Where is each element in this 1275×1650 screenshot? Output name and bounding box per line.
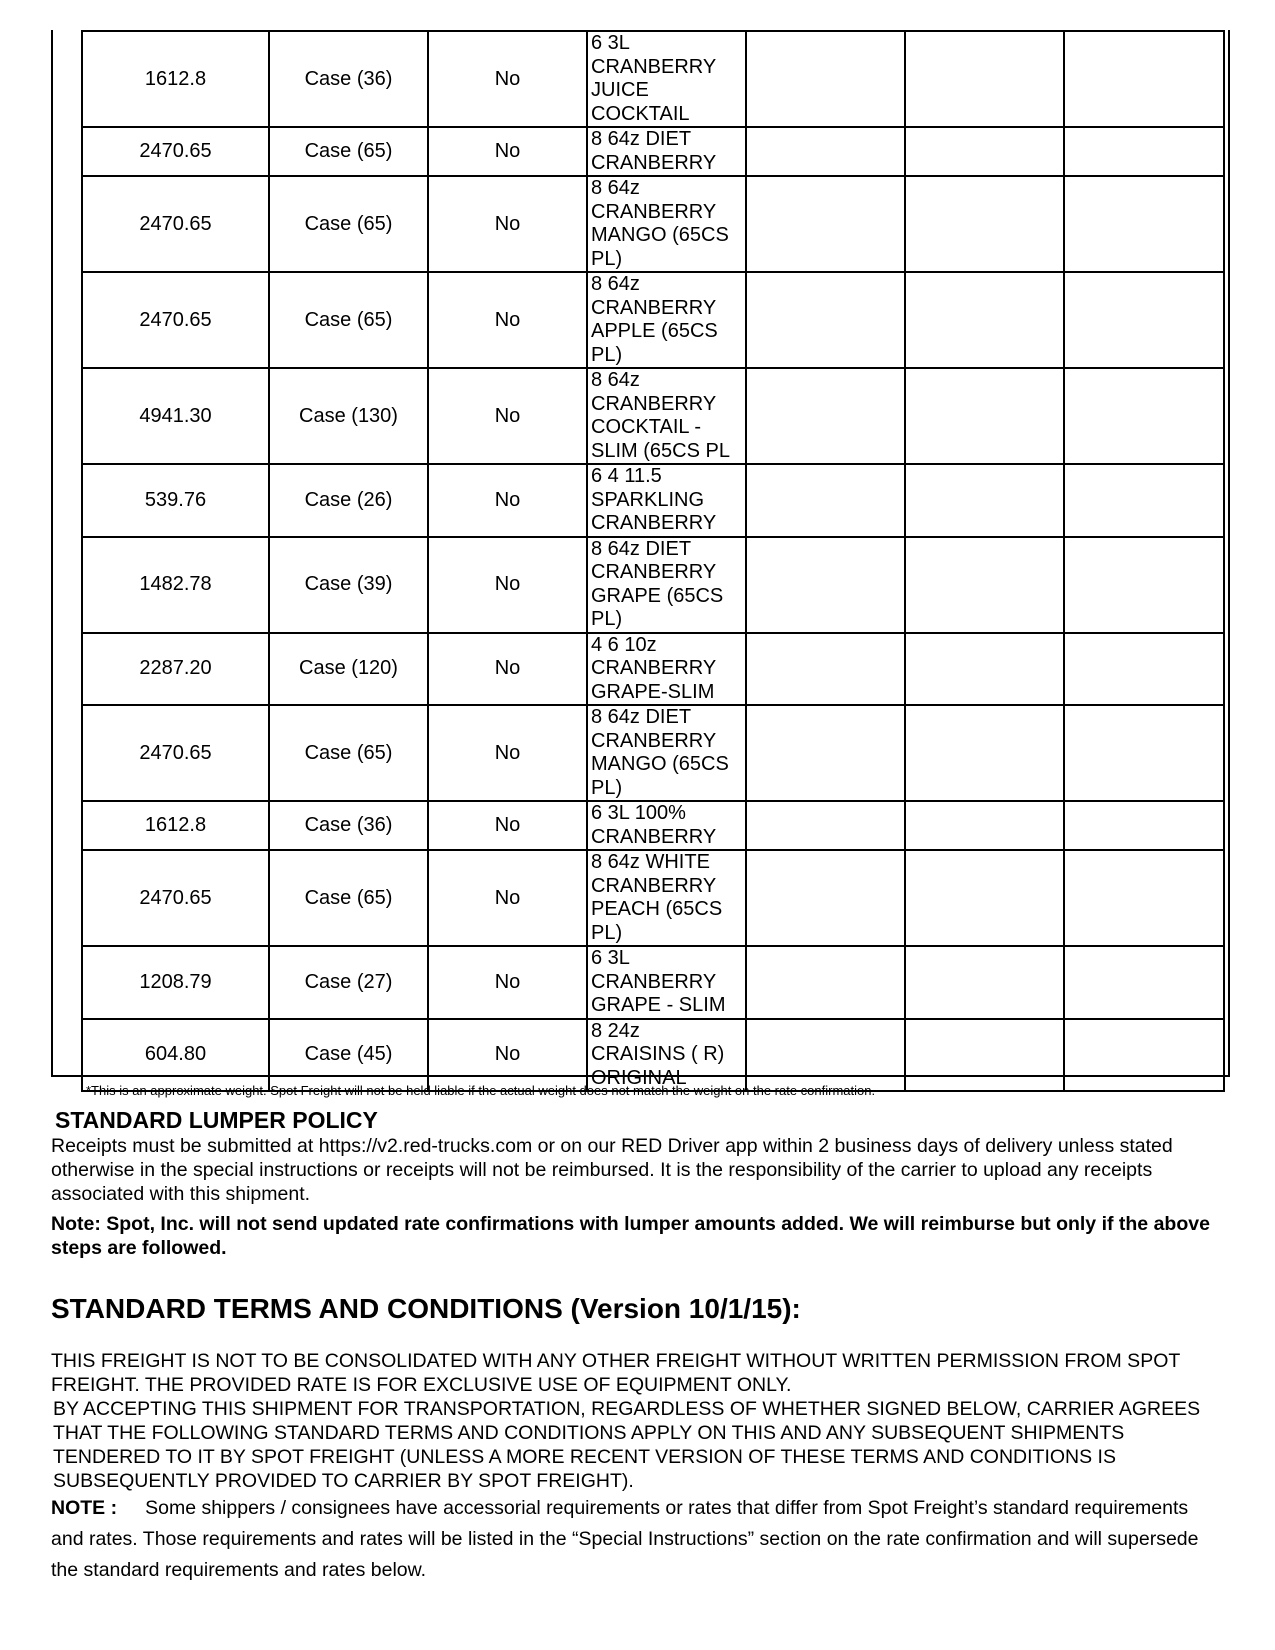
table-row [82, 801, 1224, 850]
empty-cell [1064, 537, 1224, 633]
description-cell [587, 850, 746, 946]
empty-cell [905, 368, 1064, 464]
empty-cell [746, 633, 905, 706]
description-line: PL) [591, 921, 623, 944]
description-line: 6 3L 100% [591, 802, 686, 824]
description-line: PL) [591, 608, 623, 630]
description-cell [587, 176, 746, 272]
table-row [82, 537, 1224, 633]
quantity-cell: Case (65) [269, 850, 428, 946]
description-line: 6 3L [591, 947, 630, 969]
empty-cell [905, 946, 1064, 1019]
description-cell [587, 1019, 746, 1092]
weight-cell: 1208.79 [82, 946, 269, 1019]
weight-cell: 604.80 [82, 1019, 269, 1092]
description-line: MANGO (65CS [591, 224, 729, 246]
description-line: 8 64z DIET [591, 128, 692, 150]
terms-note-label: NOTE : [51, 1497, 118, 1519]
hazmat-cell: No [428, 633, 587, 706]
empty-cell [746, 127, 905, 176]
description-line: JUICE [591, 79, 649, 101]
hazmat-cell: No [428, 537, 587, 633]
hazmat-cell: No [428, 272, 587, 368]
weight-cell: 1612.8 [82, 31, 269, 127]
weight-cell: 2287.20 [82, 633, 269, 706]
description-line: PL) [591, 776, 623, 799]
description-line: 8 64z DIET [591, 537, 692, 560]
empty-cell [905, 850, 1064, 946]
description-line: 8 64z [591, 177, 640, 199]
hazmat-cell: No [428, 368, 587, 464]
empty-cell [746, 464, 905, 537]
description-line: CRANBERRY [591, 874, 717, 897]
description-line: CRANBERRY [591, 729, 717, 752]
description-line: 8 64z WHITE [591, 851, 710, 873]
description-cell [587, 946, 746, 1019]
empty-cell [905, 537, 1064, 633]
table-row [82, 1019, 1224, 1092]
hazmat-cell: No [428, 464, 587, 537]
empty-cell [746, 1019, 905, 1092]
description-line: APPLE (65CS [591, 320, 718, 342]
description-cell [587, 801, 746, 850]
terms-paragraph-acceptance: BY ACCEPTING THIS SHIPMENT FOR TRANSPORTATION, REGARDLESS OF WHETHER SIGNED BELOW, CARRIER AGREES THAT THE FOLLOWING STANDARD TERMS AND CONDITIONS APPLY ON THIS AND ANY SUBSEQUENT SHIPMENTS TENDERED TO IT BY SPOT FREIGHT (UNLESS A MORE RECENT VERSION OF THESE TERMS AND CONDITIONS IS SUBSEQUENTLY PROVIDED TO CARRIER BY SPOT FREIGHT). [53, 1398, 1201, 1492]
empty-cell [1064, 31, 1224, 127]
hazmat-cell: No [428, 31, 587, 127]
weight-cell: 2470.65 [82, 272, 269, 368]
table-row [82, 633, 1224, 706]
empty-cell [746, 850, 905, 946]
description-line: 8 64z [591, 369, 640, 391]
table-row [82, 31, 1224, 127]
description-line: 8 64z [591, 273, 640, 295]
description-line: GRAPE-SLIM [591, 680, 715, 703]
table-row [82, 272, 1224, 368]
description-cell [587, 537, 746, 633]
empty-cell [1064, 368, 1224, 464]
description-cell [587, 464, 746, 537]
quantity-cell: Case (26) [269, 464, 428, 537]
empty-cell [905, 272, 1064, 368]
quantity-cell: Case (65) [269, 705, 428, 801]
quantity-cell: Case (130) [269, 368, 428, 464]
quantity-cell: Case (36) [269, 31, 428, 127]
table-row [82, 176, 1224, 272]
description-cell [587, 705, 746, 801]
empty-cell [1064, 127, 1224, 176]
weight-cell: 539.76 [82, 464, 269, 537]
description-line: 8 24z [591, 1019, 640, 1042]
weight-cell: 1482.78 [82, 537, 269, 633]
description-line: 8 64z DIET [591, 706, 692, 728]
description-line: COCKTAIL - [591, 416, 702, 438]
quantity-cell: Case (36) [269, 801, 428, 850]
empty-cell [905, 801, 1064, 850]
description-line: CRANBERRY [591, 825, 717, 848]
freight-items-body [82, 31, 1224, 1091]
empty-cell [905, 464, 1064, 537]
quantity-cell: Case (39) [269, 537, 428, 633]
empty-cell [905, 31, 1064, 127]
empty-cell [1064, 946, 1224, 1019]
description-line: GRAPE (65CS [591, 584, 724, 607]
description-line: CRANBERRY [591, 392, 717, 415]
description-line: 6 4 11.5 [591, 465, 662, 487]
empty-cell [1064, 1019, 1224, 1092]
quantity-cell: Case (27) [269, 946, 428, 1019]
empty-cell [1064, 464, 1224, 537]
empty-cell [1064, 705, 1224, 801]
empty-cell [905, 705, 1064, 801]
quantity-cell: Case (65) [269, 176, 428, 272]
hazmat-cell: No [428, 1019, 587, 1092]
terms-note-text: Some shippers / consignees have accessorial requirements or rates that differ from Spot Freight’s standard requirements and rates. Those requirements and rates will be listed in the “Special Instructions” section on the rate confirmation and will supersede the standard requirements and rates below. [51, 1497, 1199, 1581]
empty-cell [746, 176, 905, 272]
hazmat-cell: No [428, 946, 587, 1019]
description-line: CRANBERRY [591, 657, 717, 679]
description-cell [587, 633, 746, 706]
description-line: 6 3L [591, 32, 630, 54]
description-cell [587, 368, 746, 464]
empty-cell [746, 272, 905, 368]
description-line: PEACH (65CS [591, 898, 723, 920]
description-line: CRANBERRY [591, 55, 717, 78]
empty-cell [905, 127, 1064, 176]
description-line: CRANBERRY [591, 151, 717, 174]
description-line: GRAPE - SLIM [591, 994, 726, 1016]
empty-cell [746, 31, 905, 127]
terms-heading: STANDARD TERMS AND CONDITIONS (Version 10/1/15): [51, 1293, 801, 1324]
table-row [82, 946, 1224, 1019]
empty-cell [905, 633, 1064, 706]
description-line: CRANBERRY [591, 200, 717, 223]
empty-cell [1064, 850, 1224, 946]
freight-items-table [81, 30, 1225, 1092]
empty-cell [1064, 633, 1224, 706]
description-line: PL) [591, 247, 623, 270]
quantity-cell: Case (45) [269, 1019, 428, 1092]
hazmat-cell: No [428, 705, 587, 801]
weight-cell: 2470.65 [82, 127, 269, 176]
empty-cell [746, 801, 905, 850]
description-line: CRANBERRY [591, 296, 717, 319]
terms-note [51, 1493, 1226, 1586]
quantity-cell: Case (65) [269, 272, 428, 368]
lumper-policy-note: Note: Spot, Inc. will not send updated rate confirmations with lumper amounts added. We will reimburse but only if the above steps are followed. [51, 1213, 1210, 1259]
hazmat-cell: No [428, 176, 587, 272]
description-line: COCKTAIL [591, 102, 690, 125]
description-cell [587, 127, 746, 176]
lumper-policy-body: Receipts must be submitted at https://v2.red-trucks.com or on our RED Driver app within 2 business days of delivery unless stated otherwise in the special instructions or receipts will not be reimbursed. It is the responsibility of the carrier to upload any receipts associated with this shipment. [51, 1135, 1173, 1205]
empty-cell [1064, 272, 1224, 368]
table-row [82, 464, 1224, 537]
description-line: SLIM (65CS PL [591, 439, 730, 462]
weight-cell: 2470.65 [82, 705, 269, 801]
lumper-policy-heading: STANDARD LUMPER POLICY [55, 1107, 378, 1133]
description-line: CRAISINS ( R) [591, 1043, 725, 1065]
table-row [82, 850, 1224, 946]
description-line: CRANBERRY [591, 970, 717, 993]
description-cell [587, 31, 746, 127]
hazmat-cell: No [428, 127, 587, 176]
empty-cell [746, 537, 905, 633]
quantity-cell: Case (65) [269, 127, 428, 176]
weight-cell: 2470.65 [82, 850, 269, 946]
table-row [82, 705, 1224, 801]
hazmat-cell: No [428, 801, 587, 850]
description-line: MANGO (65CS [591, 753, 729, 775]
empty-cell [746, 946, 905, 1019]
description-line: 4 6 10z [591, 633, 657, 656]
table-row [82, 368, 1224, 464]
weight-footnote: *This is an approximate weight. Spot Freight will not be held liable if the actual weight does not match the weight on the rate confirmation. [86, 1083, 876, 1098]
description-cell [587, 272, 746, 368]
weight-cell: 4941.30 [82, 368, 269, 464]
empty-cell [905, 1019, 1064, 1092]
empty-cell [746, 368, 905, 464]
empty-cell [746, 705, 905, 801]
hazmat-cell: No [428, 850, 587, 946]
empty-cell [1064, 176, 1224, 272]
description-line: CRANBERRY [591, 561, 717, 583]
weight-cell: 2470.65 [82, 176, 269, 272]
empty-cell [905, 176, 1064, 272]
description-line: CRANBERRY [591, 512, 717, 534]
description-line: SPARKLING [591, 488, 704, 511]
empty-cell [1064, 801, 1224, 850]
terms-paragraph-consolidation: THIS FREIGHT IS NOT TO BE CONSOLIDATED WITH ANY OTHER FREIGHT WITHOUT WRITTEN PERMISSION FROM SPOT FREIGHT. THE PROVIDED RATE IS FOR EXCLUSIVE USE OF EQUIPMENT ONLY. [51, 1350, 1180, 1396]
weight-cell: 1612.8 [82, 801, 269, 850]
table-row [82, 127, 1224, 176]
description-line: PL) [591, 343, 623, 366]
quantity-cell: Case (120) [269, 633, 428, 706]
description-line: ORIGINAL [591, 1066, 687, 1089]
